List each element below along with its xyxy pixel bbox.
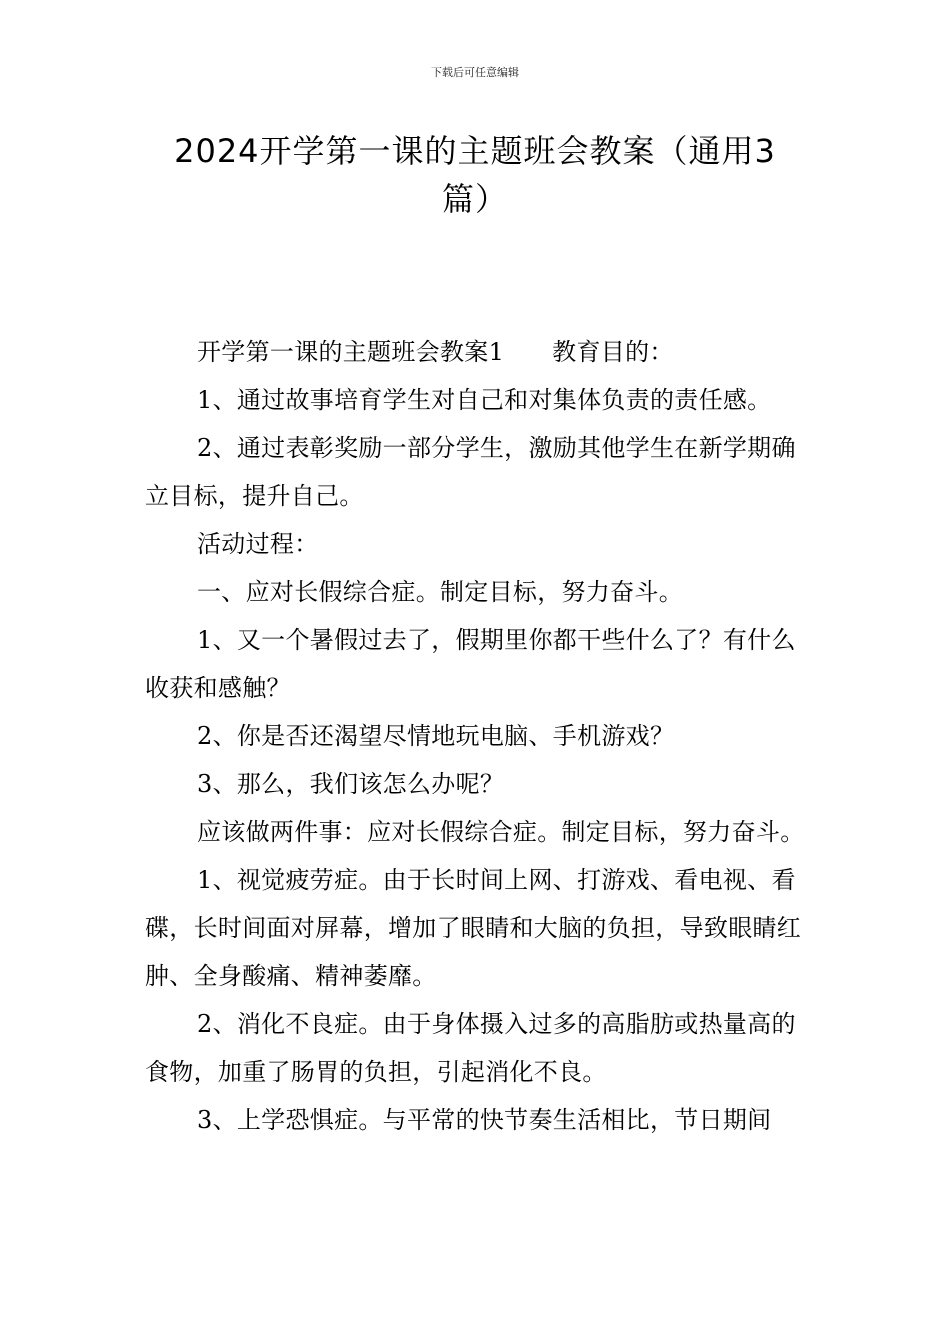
paragraph: 一、应对长假综合症。制定目标，努力奋斗。	[197, 578, 683, 606]
paragraph: 1、通过故事培育学生对自己和对集体负责的责任感。	[197, 386, 772, 414]
document-body	[145, 328, 810, 1144]
paragraph: 2、消化不良症。由于身体摄入过多的高脂肪或热量高的食物，加重了肠胃的负担，引起消化不良。	[145, 1010, 796, 1086]
objective-heading: 教育目的：	[552, 338, 674, 366]
paragraph: 活动过程：	[197, 530, 319, 558]
lesson-heading: 开学第一课的主题班会教案1	[197, 338, 505, 366]
document-title: 2024开学第一课的主题班会教案（通用3篇）	[174, 132, 776, 218]
paragraph: 2、通过表彰奖励一部分学生，激励其他学生在新学期确立目标，提升自己。	[145, 434, 796, 510]
paragraph: 应该做两件事：应对长假综合症。制定目标，努力奋斗。	[197, 818, 805, 846]
paragraph: 1、又一个暑假过去了，假期里你都干些什么了？有什么收获和感触？	[145, 626, 796, 702]
paragraph: 1、视觉疲劳症。由于长时间上网、打游戏、看电视、看碟，长时间面对屏幕，增加了眼睛和大脑的负担，导致眼睛红肿、全身酸痛、精神萎靡。	[145, 866, 802, 990]
paragraph: 3、那么，我们该怎么办呢？	[197, 770, 505, 798]
paragraph	[145, 328, 810, 376]
header-note: 下载后可任意编辑	[431, 66, 519, 79]
paragraph: 2、你是否还渴望尽情地玩电脑、手机游戏？	[197, 722, 675, 750]
paragraph: 3、上学恐惧症。与平常的快节奏生活相比，节日期间	[197, 1106, 772, 1134]
